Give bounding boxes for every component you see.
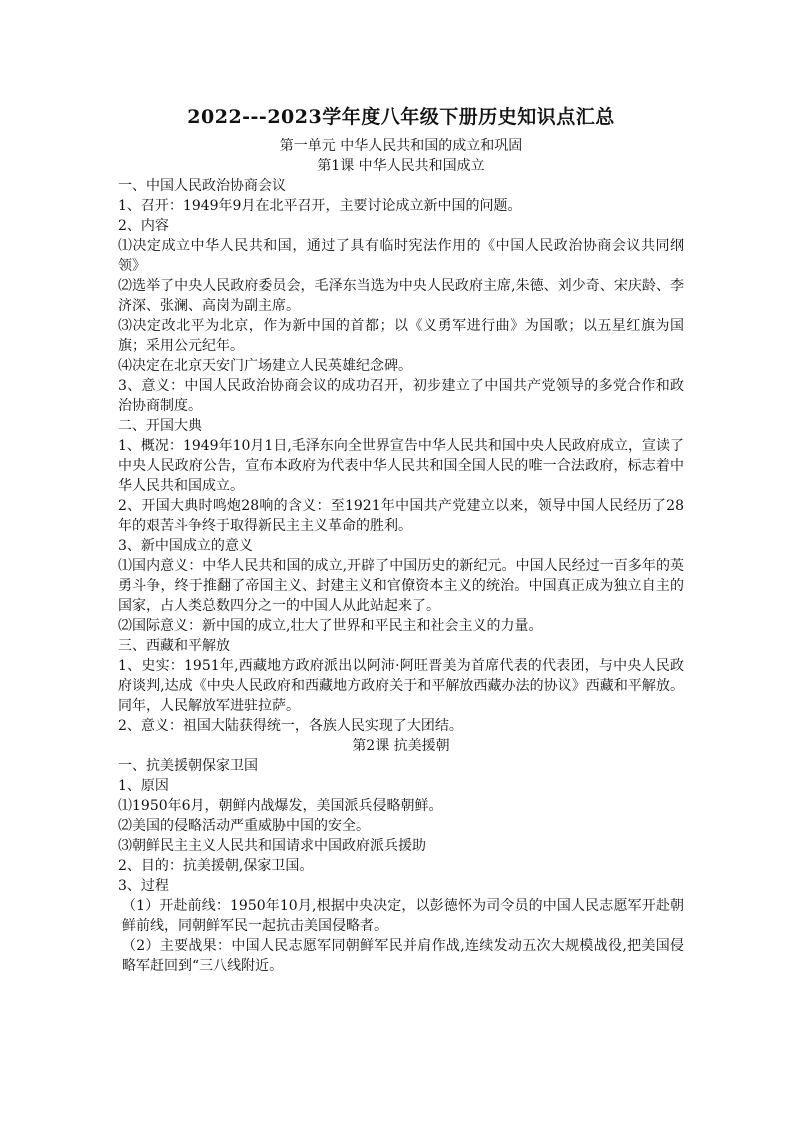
paragraph: ⑵国际意义：新中国的成立,壮大了世界和平民主和社会主义的力量。	[118, 618, 543, 634]
paragraph: ⑴1950年6月，朝鲜内战爆发，美国派兵侵略朝鲜。	[118, 798, 443, 814]
document-page	[118, 104, 684, 976]
lesson-heading-1: 第1课 中华人民共和国成立	[317, 158, 485, 174]
paragraph: （2）主要战果：中国人民志愿军同朝鲜军民并肩作战,连续发动五次大规模战役,把美国侵略军赶回到“三八线附近。	[122, 938, 684, 974]
paragraph: ⑴决定成立中华人民共和国，通过了具有临时宪法作用的《中国人民政治协商会议共同纲领》	[118, 238, 684, 274]
paragraph: ⑶朝鲜民主主义人民共和国请求中国政府派兵援助	[118, 838, 426, 854]
paragraph: 1、召开：1949年9月在北平召开，主要讨论成立新中国的问题。	[118, 198, 522, 214]
paragraph: ⑶决定改北平为北京，作为新中国的首都；以《义勇军进行曲》为国歌；以五星红旗为国旗；采用公元纪年。	[118, 318, 684, 354]
paragraph: 3、意义：中国人民政治协商会议的成功召开，初步建立了中国共产党领导的多党合作和政治协商制度。	[118, 378, 684, 414]
paragraph: ⑷决定在北京天安门广场建立人民英雄纪念碑。	[118, 358, 412, 374]
unit-heading: 第一单元 中华人民共和国的成立和巩固	[279, 138, 523, 154]
paragraph: 2、意义：祖国大陆获得统一，各族人民实现了大团结。	[118, 718, 463, 734]
paragraph: 3、过程	[118, 878, 169, 894]
section-heading: 三、西藏和平解放	[118, 638, 230, 654]
lesson-heading-2: 第2课 抗美援朝	[352, 738, 450, 754]
section-heading: 一、中国人民政治协商会议	[118, 178, 286, 194]
paragraph: （1）开赴前线：1950年10月,根据中央决定，以彭德怀为司令员的中国人民志愿军开赴朝鲜前线，同朝鲜军民一起抗击美国侵略者。	[122, 898, 684, 934]
paragraph: 1、概况：1949年10月1日,毛泽东向全世界宣告中华人民共和国中央人民政府成立，宣读了中央人民政府公告，宣布本政府为代表中华人民共和国全国人民的唯一合法政府，标志着中华人民共和国成立。	[118, 438, 684, 494]
paragraph: 2、开国大典时鸣炮28响的含义：至1921年中国共产党建立以来，领导中国人民经历了28年的艰苦斗争终于取得新民主主义革命的胜利。	[118, 498, 684, 534]
paragraph: 1、原因	[118, 778, 169, 794]
paragraph: 2、目的：抗美援朝,保家卫国。	[118, 858, 314, 874]
section-heading: 二、开国大典	[118, 418, 202, 434]
document-title: 2022---2023学年度八年级下册历史知识点汇总	[187, 106, 615, 128]
section-heading: 一、抗美援朝保家卫国	[118, 758, 258, 774]
paragraph: 1、史实：1951年,西藏地方政府派出以阿沛·阿旺晋美为首席代表的代表团，与中央人民政府谈判,达成《中央人民政府和西藏地方政府关于和平解放西藏办法的协议》西藏和平解放。同年，人民解放军进驻拉萨。	[118, 658, 684, 714]
paragraph: ⑵美国的侵略活动严重威胁中国的安全。	[118, 818, 370, 834]
paragraph: ⑴国内意义：中华人民共和国的成立,开辟了中国历史的新纪元。中国人民经过一百多年的英勇斗争，终于推翻了帝国主义、封建主义和官僚资本主义的统治。中国真正成为独立自主的国家，占人类总数四分之一的中国人从此站起来了。	[118, 558, 684, 614]
paragraph: 2、内容	[118, 218, 169, 234]
paragraph: ⑵选举了中央人民政府委员会，毛泽东当选为中央人民政府主席,朱德、刘少奇、宋庆龄、李济深、张澜、高岗为副主席。	[118, 278, 684, 314]
paragraph: 3、新中国成立的意义	[118, 538, 253, 554]
